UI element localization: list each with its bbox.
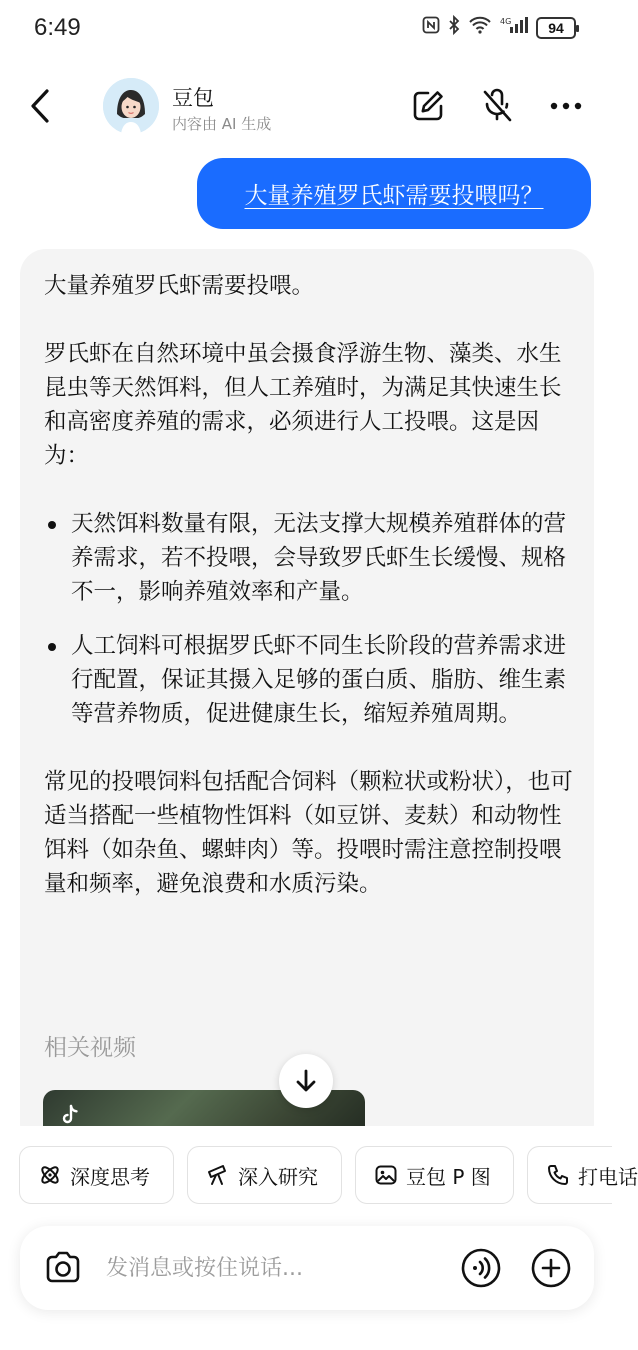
status-icons [422,16,576,39]
nfc-icon [422,16,440,39]
arrow-down-icon [295,1069,317,1093]
bot-intro: 大量养殖罗氏虾需要投喂。 [44,273,315,299]
back-button[interactable] [22,86,58,126]
bot-paragraph-2: 常见的投喂饲料包括配合饲料（颗粒状或粉状），也可适当搭配一些植物性饵料（如豆饼、麦麸）和动物性饵料（如杂鱼、螺蚌肉）等。投喂时需注意控制投喂量和频率，避免浪费和水质污染。 [44,769,573,897]
signal-icon [500,16,528,39]
chevron-left-icon [29,88,51,124]
quick-actions-bar [0,1126,638,1226]
image-edit-chip[interactable] [355,1146,514,1204]
edit-button[interactable] [408,86,448,126]
deep-think-chip[interactable] [19,1146,174,1204]
status-bar [0,0,612,60]
voice-icon [461,1248,501,1288]
telescope-icon [206,1163,230,1187]
deep-research-chip[interactable] [187,1146,342,1204]
mute-icon [480,89,514,123]
bot-message-card [20,249,594,1149]
more-icon [549,101,583,111]
phone-call-chip[interactable] [527,1146,638,1204]
scroll-to-bottom-button[interactable] [279,1054,333,1108]
add-button[interactable] [530,1247,572,1289]
message-composer [20,1226,594,1310]
image-edit-icon [374,1163,398,1187]
bot-name: 豆包 [172,86,214,110]
user-message-bubble[interactable] [197,158,591,229]
user-message-text: 大量养殖罗氏虾需要投喂吗？ [244,183,544,209]
bullet-item: 人工饲料可根据罗氏虾不同生长阶段的营养需求进行配置，保证其摄入足够的蛋白质、脂肪、维生素等营养物质，促进健康生长，缩短养殖周期。 [44,629,574,731]
bot-bullet-list [44,507,574,731]
edit-icon [411,89,445,123]
bot-message-content [44,269,574,935]
camera-icon [44,1251,82,1285]
atom-icon [38,1163,62,1187]
chip-label: 豆包 P 图 [406,1164,491,1189]
chat-header [0,68,612,148]
chip-label: 深度思考 [70,1164,150,1189]
phone-icon [546,1163,570,1187]
battery-icon: 94 [536,17,576,39]
wifi-icon [468,16,492,39]
bot-avatar[interactable] [103,78,159,134]
bot-paragraph-1: 罗氏虾在自然环境中虽会摄食浮游生物、藻类、水生昆虫等天然饵料，但人工养殖时，为满足其快速生长和高密度养殖的需求，必须进行人工投喂。这是因为： [44,341,562,469]
camera-button[interactable] [42,1247,84,1289]
bot-subtitle: 内容由 AI 生成 [172,115,272,133]
svg-text:4G: 4G [500,17,512,26]
status-time: 6:49 [34,14,81,41]
mute-button[interactable] [477,86,517,126]
voice-button[interactable] [460,1247,502,1289]
bluetooth-icon [448,16,460,39]
message-input[interactable] [106,1250,406,1286]
plus-circle-icon [531,1248,571,1288]
bullet-item: 天然饵料数量有限，无法支撑大规模养殖群体的营养需求，若不投喂，会导致罗氏虾生长缓慢、规格不一，影响养殖效率和产量。 [44,507,574,609]
chip-label: 深入研究 [238,1164,318,1189]
more-button[interactable] [546,86,586,126]
chip-label: 打电话 [578,1164,638,1189]
related-videos-title: 相关视频 [44,1035,136,1061]
